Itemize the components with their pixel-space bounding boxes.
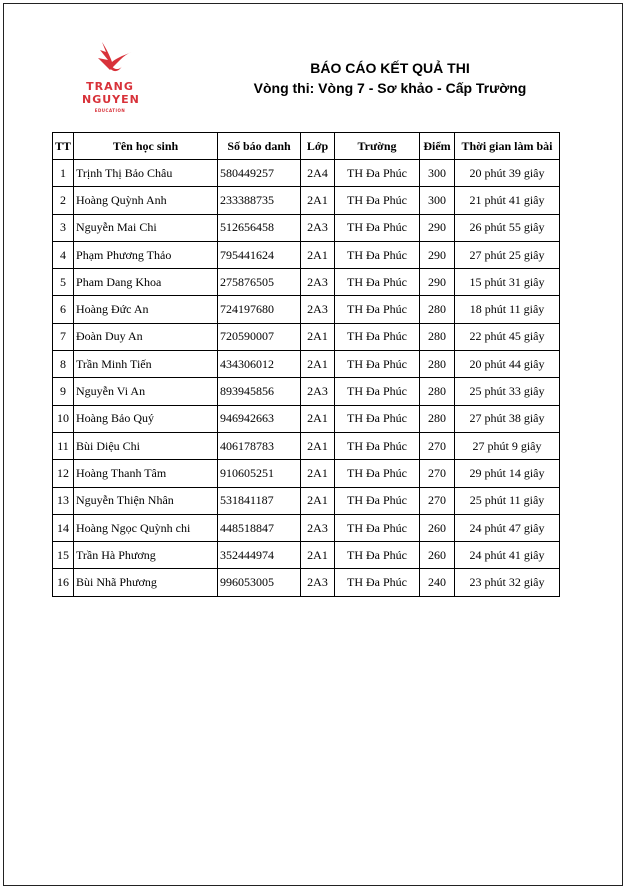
cell-school: TH Đa Phúc (335, 323, 420, 350)
cell-class: 2A4 (301, 160, 335, 187)
cell-score: 290 (420, 214, 455, 241)
trang-nguyen-logo (82, 40, 138, 118)
cell-score: 280 (420, 296, 455, 323)
header-col-time: Thời gian làm bài (455, 133, 560, 160)
cell-name: Hoàng Quỳnh Anh (74, 187, 218, 214)
cell-tt: 15 (53, 542, 74, 569)
cell-sbd: 434306012 (218, 351, 301, 378)
cell-school: TH Đa Phúc (335, 214, 420, 241)
cell-score: 240 (420, 569, 455, 596)
cell-name: Trịnh Thị Bảo Châu (74, 160, 218, 187)
cell-class: 2A3 (301, 569, 335, 596)
cell-school: TH Đa Phúc (335, 378, 420, 405)
table-row (53, 241, 560, 268)
cell-tt: 2 (53, 187, 74, 214)
cell-class: 2A1 (301, 542, 335, 569)
cell-time: 25 phút 11 giây (455, 487, 560, 514)
cell-sbd: 724197680 (218, 296, 301, 323)
cell-school: TH Đa Phúc (335, 241, 420, 268)
table-row (53, 487, 560, 514)
cell-tt: 5 (53, 269, 74, 296)
header-col-name: Tên học sinh (74, 133, 218, 160)
logo-line1: TRANG (86, 80, 134, 93)
cell-score: 300 (420, 187, 455, 214)
cell-name: Đoàn Duy An (74, 323, 218, 350)
cell-school: TH Đa Phúc (335, 160, 420, 187)
cell-tt: 14 (53, 514, 74, 541)
cell-tt: 12 (53, 460, 74, 487)
table-row (53, 296, 560, 323)
header-col-tt: TT (53, 133, 74, 160)
cell-score: 280 (420, 405, 455, 432)
cell-time: 18 phút 11 giây (455, 296, 560, 323)
table-header-row (53, 133, 560, 160)
cell-sbd: 996053005 (218, 569, 301, 596)
header-col-school: Trường (335, 133, 420, 160)
cell-time: 24 phút 47 giây (455, 514, 560, 541)
table-row (53, 269, 560, 296)
cell-name: Trần Minh Tiến (74, 351, 218, 378)
cell-school: TH Đa Phúc (335, 269, 420, 296)
cell-sbd: 946942663 (218, 405, 301, 432)
cell-name: Hoàng Ngọc Quỳnh chi (74, 514, 218, 541)
cell-tt: 8 (53, 351, 74, 378)
cell-score: 270 (420, 487, 455, 514)
cell-sbd: 893945856 (218, 378, 301, 405)
cell-school: TH Đa Phúc (335, 487, 420, 514)
table-row (53, 542, 560, 569)
cell-tt: 11 (53, 432, 74, 459)
cell-tt: 4 (53, 241, 74, 268)
cell-name: Nguyễn Vi An (74, 378, 218, 405)
cell-class: 2A1 (301, 241, 335, 268)
cell-school: TH Đa Phúc (335, 514, 420, 541)
cell-score: 280 (420, 378, 455, 405)
table-row (53, 187, 560, 214)
cell-time: 29 phút 14 giây (455, 460, 560, 487)
table-row (53, 569, 560, 596)
cell-school: TH Đa Phúc (335, 432, 420, 459)
cell-school: TH Đa Phúc (335, 187, 420, 214)
cell-class: 2A1 (301, 351, 335, 378)
bird-emblem-icon (82, 40, 138, 80)
table-row (53, 514, 560, 541)
cell-time: 26 phút 55 giây (455, 214, 560, 241)
header-col-score: Điểm (420, 133, 455, 160)
cell-class: 2A3 (301, 269, 335, 296)
logo-line2: NGUYEN (82, 93, 140, 106)
cell-name: Bùi Diệu Chi (74, 432, 218, 459)
cell-class: 2A1 (301, 405, 335, 432)
cell-time: 22 phút 45 giây (455, 323, 560, 350)
header-col-sbd: Số báo danh (218, 133, 301, 160)
cell-name: Hoàng Bảo Quý (74, 405, 218, 432)
cell-name: Hoàng Thanh Tâm (74, 460, 218, 487)
cell-sbd: 795441624 (218, 241, 301, 268)
cell-name: Nguyễn Thiện Nhân (74, 487, 218, 514)
cell-sbd: 233388735 (218, 187, 301, 214)
cell-class: 2A1 (301, 460, 335, 487)
cell-tt: 13 (53, 487, 74, 514)
cell-tt: 16 (53, 569, 74, 596)
table-row (53, 323, 560, 350)
cell-sbd: 352444974 (218, 542, 301, 569)
cell-sbd: 720590007 (218, 323, 301, 350)
table-row (53, 351, 560, 378)
cell-name: Pham Dang Khoa (74, 269, 218, 296)
cell-class: 2A3 (301, 214, 335, 241)
cell-tt: 1 (53, 160, 74, 187)
table-row (53, 460, 560, 487)
cell-class: 2A3 (301, 378, 335, 405)
cell-time: 27 phút 38 giây (455, 405, 560, 432)
cell-score: 280 (420, 323, 455, 350)
cell-school: TH Đa Phúc (335, 296, 420, 323)
cell-sbd: 406178783 (218, 432, 301, 459)
cell-school: TH Đa Phúc (335, 351, 420, 378)
cell-score: 280 (420, 351, 455, 378)
cell-name: Phạm Phương Thảo (74, 241, 218, 268)
table-row (53, 378, 560, 405)
cell-school: TH Đa Phúc (335, 569, 420, 596)
cell-sbd: 275876505 (218, 269, 301, 296)
cell-class: 2A1 (301, 323, 335, 350)
cell-sbd: 910605251 (218, 460, 301, 487)
cell-score: 290 (420, 269, 455, 296)
cell-time: 27 phút 25 giây (455, 241, 560, 268)
cell-tt: 9 (53, 378, 74, 405)
cell-time: 15 phút 31 giây (455, 269, 560, 296)
cell-name: Trần Hà Phương (74, 542, 218, 569)
cell-school: TH Đa Phúc (335, 460, 420, 487)
cell-class: 2A3 (301, 514, 335, 541)
cell-sbd: 448518847 (218, 514, 301, 541)
cell-school: TH Đa Phúc (335, 405, 420, 432)
cell-name: Bùi Nhã Phương (74, 569, 218, 596)
cell-time: 20 phút 44 giây (455, 351, 560, 378)
table-row (53, 160, 560, 187)
cell-score: 270 (420, 460, 455, 487)
logo-line3: EDUCATION (94, 108, 126, 113)
cell-time: 25 phút 33 giây (455, 378, 560, 405)
cell-sbd: 580449257 (218, 160, 301, 187)
cell-sbd: 512656458 (218, 214, 301, 241)
cell-class: 2A1 (301, 432, 335, 459)
table-row (53, 214, 560, 241)
header-col-class: Lớp (301, 133, 335, 160)
report-subtitle: Vòng thi: Vòng 7 - Sơ khảo - Cấp Trường (253, 80, 527, 96)
cell-score: 300 (420, 160, 455, 187)
cell-class: 2A1 (301, 487, 335, 514)
report-title: BÁO CÁO KẾT QUẢ THI (310, 60, 470, 76)
results-table (52, 132, 560, 597)
cell-school: TH Đa Phúc (335, 542, 420, 569)
cell-name: Nguyễn Mai Chi (74, 214, 218, 241)
cell-score: 260 (420, 514, 455, 541)
cell-time: 27 phút 9 giây (455, 432, 560, 459)
cell-tt: 10 (53, 405, 74, 432)
cell-time: 20 phút 39 giây (455, 160, 560, 187)
cell-time: 21 phút 41 giây (455, 187, 560, 214)
table-row (53, 432, 560, 459)
cell-time: 23 phút 32 giây (455, 569, 560, 596)
cell-score: 260 (420, 542, 455, 569)
cell-sbd: 531841187 (218, 487, 301, 514)
cell-tt: 3 (53, 214, 74, 241)
cell-tt: 7 (53, 323, 74, 350)
cell-name: Hoàng Đức An (74, 296, 218, 323)
cell-score: 290 (420, 241, 455, 268)
cell-score: 270 (420, 432, 455, 459)
cell-class: 2A3 (301, 296, 335, 323)
table-row (53, 405, 560, 432)
cell-time: 24 phút 41 giây (455, 542, 560, 569)
cell-class: 2A1 (301, 187, 335, 214)
cell-tt: 6 (53, 296, 74, 323)
